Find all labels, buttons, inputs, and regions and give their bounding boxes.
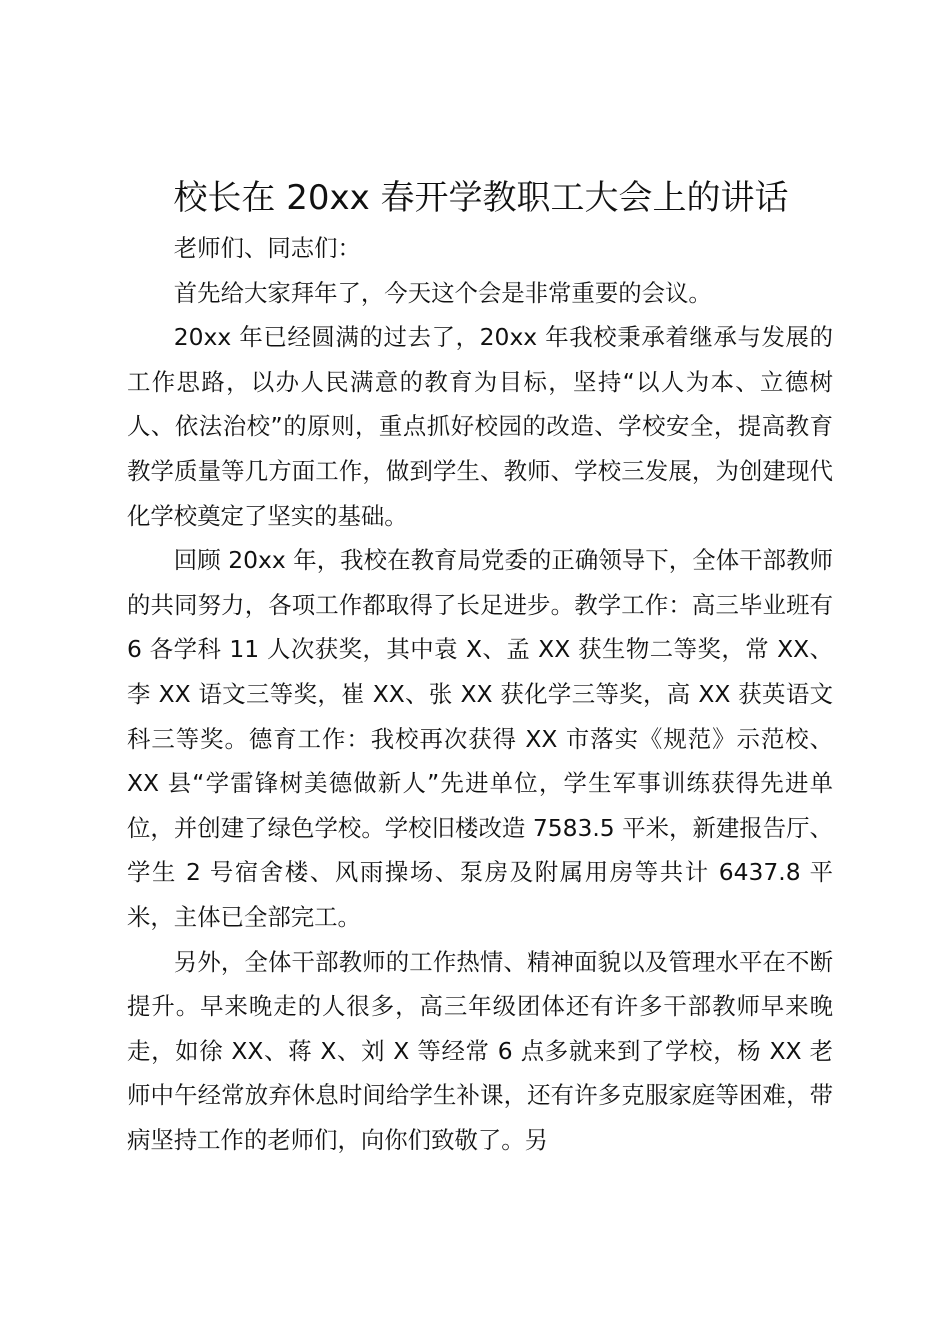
greeting-paragraph: 首先给大家拜年了，今天这个会是非常重要的会议。	[173, 278, 712, 307]
summary-paragraph: 20xx 年已经圆满的过去了，20xx 年我校秉承着继承与发展的工作思路，以办人民满意的教育为目标，坚持“以人为本、立德树人、依法治校”的原则，重点抓好校园的改造、学校安全，提高教育教学质量等几方面工作，做到学生、教师、学校三发展，为创建现代化学校奠定了坚实的基础。	[127, 323, 833, 530]
salutation-paragraph: 老师们、同志们：	[173, 234, 361, 262]
review-paragraph: 回顾 20xx 年，我校在教育局党委的正确领导下，全体干部教师的共同努力，各项工作都取得了长足进步。教学工作：高三毕业班有 6 各学科 11 人次获奖，其中袁 X、孟 XX 获生物二等奖，常 XX、李 XX 语文三等奖，崔 XX、张 XX 获化学三等奖，高 XX 获英语文科三等奖。德育工作：我校再次获得 XX 市落实《规范》示范校、XX 县“学雷锋树美德做新人”先进单位，学生军事训练获得先进单位，并创建了绿色学校。学校旧楼改造 7583.5 平米，新建报告厅、学生 2 号宿舍楼、风雨操场、泵房及附属用房等共计 6437.8 平米，主体已全部完工。	[127, 546, 833, 931]
document-title: 校长在 20xx 春开学教职工大会上的讲话	[173, 178, 789, 218]
staff-paragraph: 另外，全体干部教师的工作热情、精神面貌以及管理水平在不断提升。早来晚走的人很多，高三年级团体还有许多干部教师早来晚走，如徐 XX、蒋 X、刘 X 等经常 6 点多就来到了学校，杨 XX 老师中午经常放弃休息时间给学生补课，还有许多克服家庭等困难，带病坚持工作的老师们，向你们致敬了。另	[127, 947, 833, 1154]
document-page	[127, 172, 833, 1162]
